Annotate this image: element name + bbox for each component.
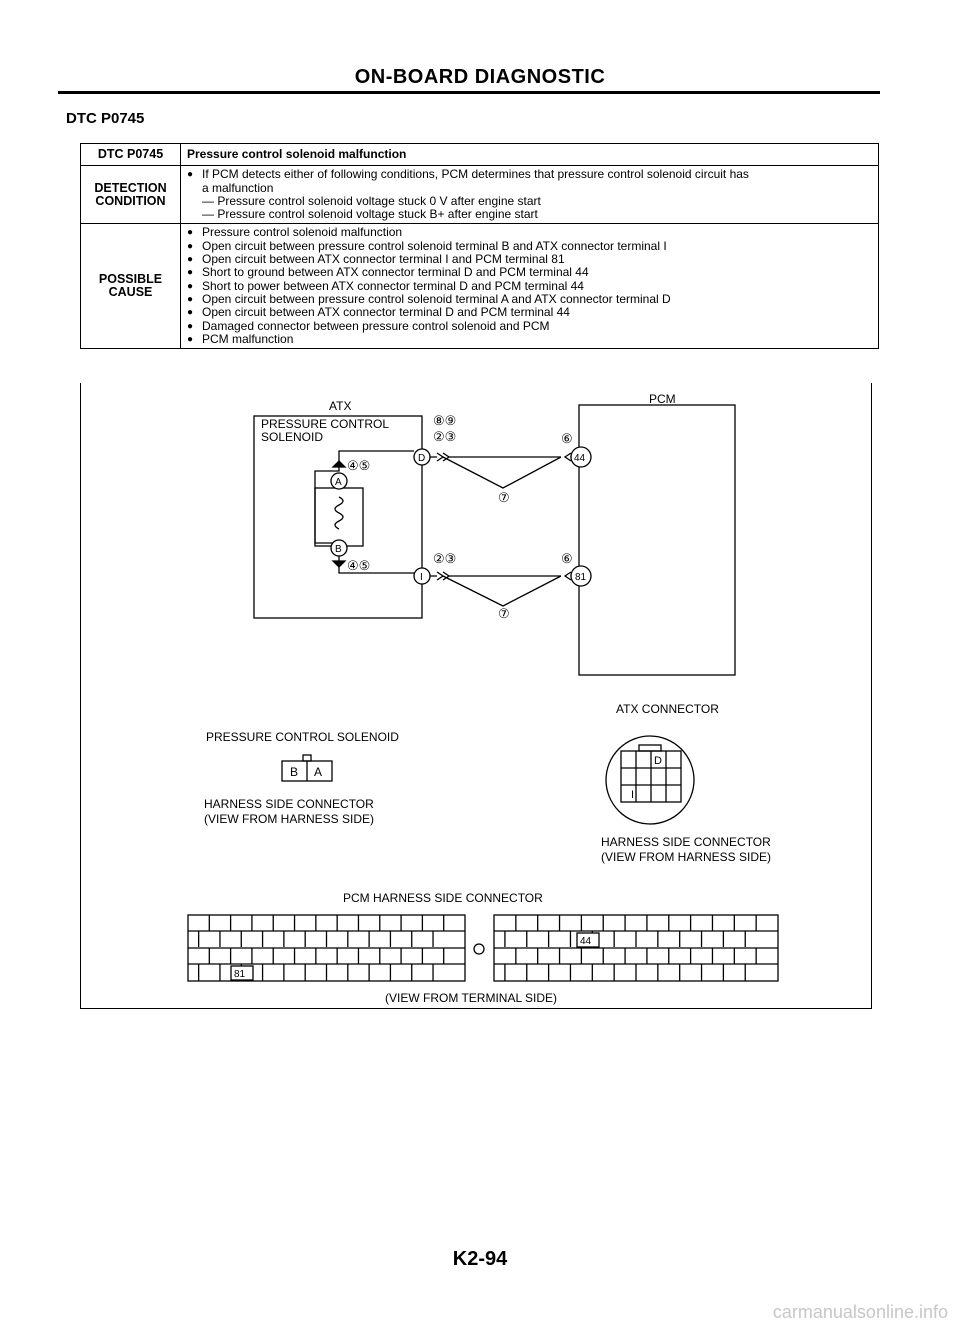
probe-arrow-a bbox=[333, 461, 345, 467]
atx-pin-d: D bbox=[654, 755, 662, 767]
wiring-diagram-panel bbox=[80, 383, 872, 1009]
wire-solenoid-b bbox=[315, 458, 414, 573]
cause-item: ● Short to ground between ATX connector terminal D and PCM terminal 44 bbox=[187, 266, 872, 279]
terminal-b-label: B bbox=[335, 544, 342, 555]
cause-item: ● Open circuit between pressure control solenoid terminal A and ATX connector terminal D bbox=[187, 293, 872, 306]
step-2-3-bottom: ②③ bbox=[433, 551, 457, 566]
detection-condition-label bbox=[81, 166, 181, 224]
atx-connector-latch bbox=[639, 745, 661, 751]
cause-item: ● Open circuit between pressure control solenoid terminal B and ATX connector terminal I bbox=[187, 240, 872, 253]
pcm-terminal-44-label: 44 bbox=[574, 453, 586, 464]
cause-label-line2: CAUSE bbox=[108, 285, 153, 300]
pcm-pin-44: 44 bbox=[580, 936, 592, 947]
probe-arrow-b bbox=[333, 561, 345, 567]
solenoid-connector-title: PRESSURE CONTROL SOLENOID bbox=[206, 730, 399, 744]
test-lead-bottom bbox=[443, 576, 561, 606]
detection-sub-condition-2: — Pressure control solenoid voltage stuck B+ after engine start bbox=[202, 207, 538, 222]
pcm-connector bbox=[188, 915, 778, 981]
detection-bullet bbox=[187, 168, 872, 195]
detection-bullet-line1: If PCM detects either of following conditions, PCM determines that pressure control solenoid circuit has bbox=[202, 167, 749, 182]
detection-sub-condition-1: — Pressure control solenoid voltage stuck 0 V after engine start bbox=[202, 193, 541, 208]
detection-condition-row bbox=[81, 166, 879, 224]
pcm-connector-title: PCM HARNESS SIDE CONNECTOR bbox=[343, 891, 543, 905]
step-6-bottom: ⑥ bbox=[561, 551, 573, 566]
cause-item: ● PCM malfunction bbox=[187, 333, 872, 346]
dtc-code-description: Pressure control solenoid malfunction bbox=[181, 144, 879, 166]
watermark: carmanualsonline.info bbox=[772, 1302, 948, 1322]
wiring-diagram bbox=[81, 383, 871, 1008]
solenoid-pin-b: B bbox=[290, 765, 299, 779]
wire-solenoid-a bbox=[339, 451, 414, 458]
wire-i-81 bbox=[449, 572, 579, 580]
dtc-code-row bbox=[81, 144, 879, 166]
atx-connector-title: ATX CONNECTOR bbox=[616, 702, 719, 716]
step-6-top: ⑥ bbox=[561, 431, 573, 446]
section-title: DTC P0745 bbox=[66, 110, 145, 127]
header-rule bbox=[58, 91, 880, 94]
step-4-5-top: ④⑤ bbox=[347, 458, 371, 473]
pcm-label: PCM bbox=[649, 392, 676, 406]
solenoid-coil bbox=[335, 497, 343, 529]
atx-box bbox=[254, 416, 422, 618]
connector-arrow-i bbox=[430, 572, 449, 580]
pcm-terminal-81-label: 81 bbox=[575, 572, 587, 583]
step-2-3-top: ②③ bbox=[433, 429, 457, 444]
harness-left-line2: (VIEW FROM HARNESS SIDE) bbox=[204, 812, 375, 826]
harness-right-line1: HARNESS SIDE CONNECTOR bbox=[601, 835, 771, 849]
dtc-table bbox=[80, 143, 879, 349]
test-lead-top bbox=[443, 457, 561, 488]
cause-item: ● Open circuit between ATX connector terminal D and PCM terminal 44 bbox=[187, 306, 872, 319]
possible-cause-row bbox=[81, 224, 879, 349]
solenoid-label-line1: PRESSURE CONTROL bbox=[261, 417, 390, 431]
solenoid-body bbox=[315, 488, 363, 546]
solenoid-connector-latch bbox=[303, 755, 311, 761]
pcm-pin-81: 81 bbox=[234, 969, 246, 980]
pcm-box bbox=[579, 405, 735, 675]
detection-label-line1: DETECTION bbox=[94, 180, 167, 195]
solenoid-pin-a: A bbox=[314, 765, 323, 779]
detection-label-line2: CONDITION bbox=[95, 193, 166, 208]
wire-d-44 bbox=[449, 453, 579, 461]
pcm-view-label: (VIEW FROM TERMINAL SIDE) bbox=[385, 991, 558, 1005]
cause-item: ● Damaged connector between pressure control solenoid and PCM bbox=[187, 320, 872, 333]
cause-item: ● Pressure control solenoid malfunction bbox=[187, 226, 872, 239]
step-4-5-bottom: ④⑤ bbox=[347, 558, 371, 573]
harness-right-line2: (VIEW FROM HARNESS SIDE) bbox=[601, 850, 772, 864]
dtc-code-label: DTC P0745 bbox=[81, 144, 181, 166]
detection-bullet-line2: a malfunction bbox=[202, 180, 274, 195]
possible-cause-list bbox=[181, 224, 879, 349]
cause-label-line1: POSSIBLE bbox=[98, 272, 163, 287]
page-number: K2-94 bbox=[452, 1248, 508, 1270]
terminal-a-label: A bbox=[335, 477, 342, 488]
detection-condition-text bbox=[181, 166, 879, 224]
step-8-9: ⑧⑨ bbox=[433, 413, 457, 428]
page-header-title: ON-BOARD DIAGNOSTIC bbox=[354, 66, 606, 88]
cause-item: ● Open circuit between ATX connector terminal I and PCM terminal 81 bbox=[187, 253, 872, 266]
terminal-i-label: I bbox=[420, 572, 423, 583]
step-7-bottom: ⑦ bbox=[498, 606, 510, 621]
terminal-d-label: D bbox=[418, 453, 426, 464]
connector-arrow-d bbox=[430, 453, 449, 461]
possible-cause-label bbox=[81, 224, 181, 349]
cause-item: ● Short to power between ATX connector terminal D and PCM terminal 44 bbox=[187, 280, 872, 293]
atx-pin-i: I bbox=[631, 789, 635, 801]
harness-left-line1: HARNESS SIDE CONNECTOR bbox=[204, 797, 374, 811]
step-7-top: ⑦ bbox=[498, 490, 510, 505]
solenoid-label-line2: SOLENOID bbox=[261, 430, 324, 444]
atx-label: ATX bbox=[329, 399, 352, 413]
